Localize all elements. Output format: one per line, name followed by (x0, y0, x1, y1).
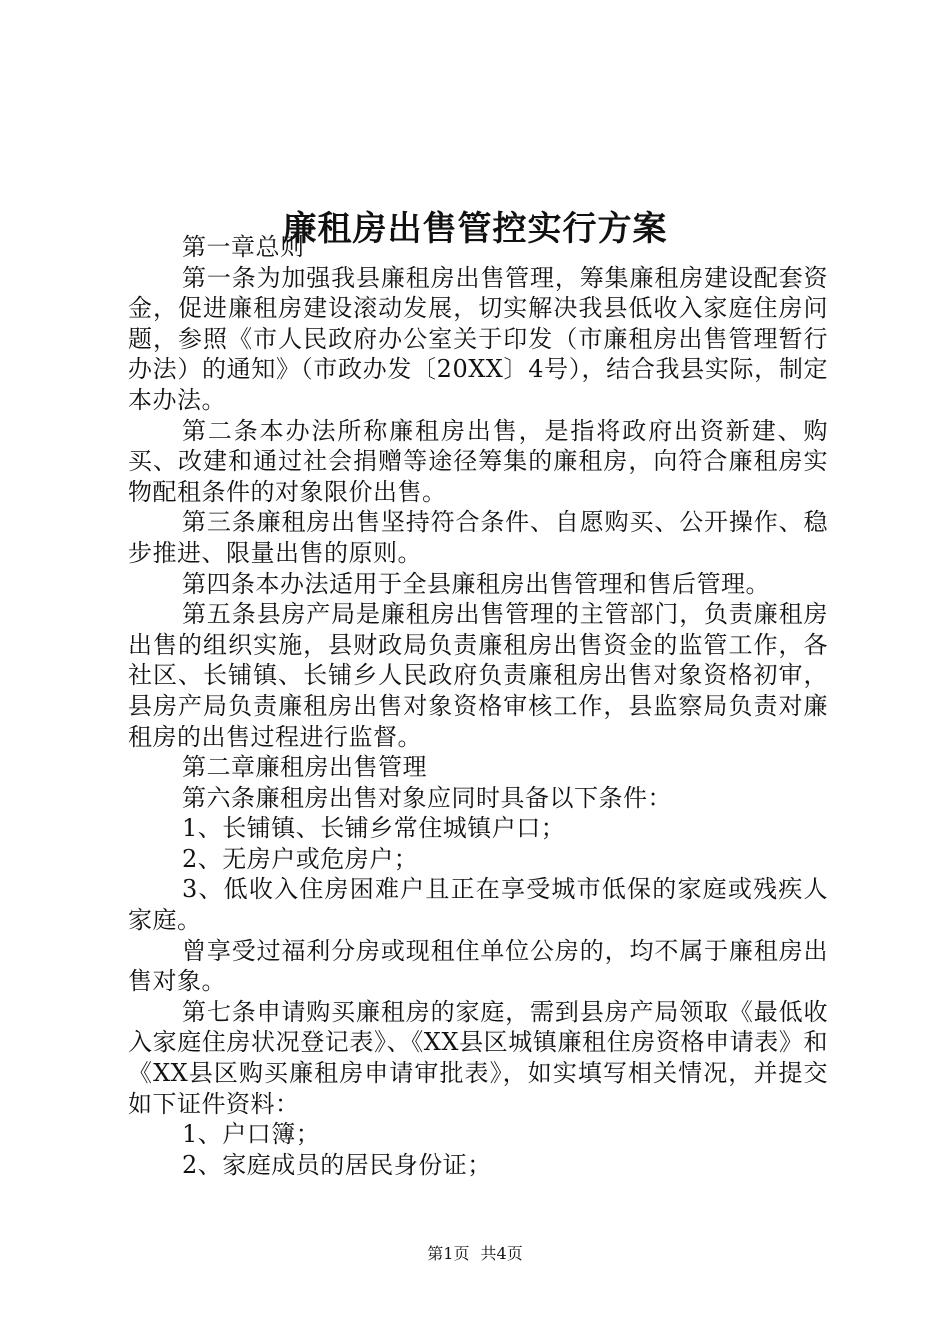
chapter-heading: 第一章总则 (182, 233, 305, 261)
page-title: 廉租房出售管控实行方案 (282, 208, 668, 249)
page-number-total: 共4页 (480, 1244, 523, 1263)
article-paragraph: 曾享受过福利分房或现租住单位公房的，均不属于廉租房出售对象。 (128, 936, 828, 996)
document-body (128, 232, 828, 1180)
list-item: 1、户口簿； (182, 1120, 321, 1149)
article-paragraph: 第六条廉租房出售对象应同时具备以下条件： (182, 783, 672, 812)
list-item: 2、家庭成员的居民身份证； (182, 1150, 492, 1179)
list-item: 1、长铺镇、长铺乡常住城镇户口； (182, 814, 566, 843)
chapter-heading: 第二章廉租房出售管理 (182, 753, 427, 782)
article-paragraph: 第一条为加强我县廉租房出售管理，筹集廉租房建设配套资金，促进廉租房建设滚动发展，切实解决我县低收入家庭住房问题，参照《市人民政府办公室关于印发（市廉租房出售管理暂行办法）的通知》（市政办发〔20XX〕4号），结合我县实际，制定本办法。 (128, 263, 828, 414)
page-number-current: 第1页 (427, 1244, 470, 1263)
article-paragraph: 第七条申请购买廉租房的家庭，需到县房产局领取《最低收入家庭住房状况登记表》、《XX县区城镇廉租住房资格申请表》和《XX县区购买廉租房申请审批表》，如实填写相关情况，并提交如下证件资料： (128, 997, 828, 1118)
article-paragraph: 第四条本办法适用于全县廉租房出售管理和售后管理。 (182, 569, 770, 598)
article-paragraph: 第五条县房产局是廉租房出售管理的主管部门，负责廉租房出售的组织实施，县财政局负责廉租房出售资金的监管工作，各社区、长铺镇、长铺乡人民政府负责廉租房出售对象资格初审，县房产局负责廉租房出售对象资格审核工作，县监察局负责对廉租房的出售过程进行监督。 (128, 600, 828, 751)
article-paragraph: 第二条本办法所称廉租房出售，是指将政府出资新建、购买、改建和通过社会捐赠等途径筹集的廉租房，向符合廉租房实物配租条件的对象限价出售。 (128, 416, 828, 506)
list-item: 2、无房户或危房户； (182, 844, 419, 873)
list-item: 3、低收入住房困难户且正在享受城市低保的家庭或残疾人家庭。 (128, 875, 828, 935)
article-paragraph: 第三条廉租房出售坚持符合条件、自愿购买、公开操作、稳步推进、限量出售的原则。 (128, 508, 828, 567)
page-footer (0, 1243, 950, 1265)
